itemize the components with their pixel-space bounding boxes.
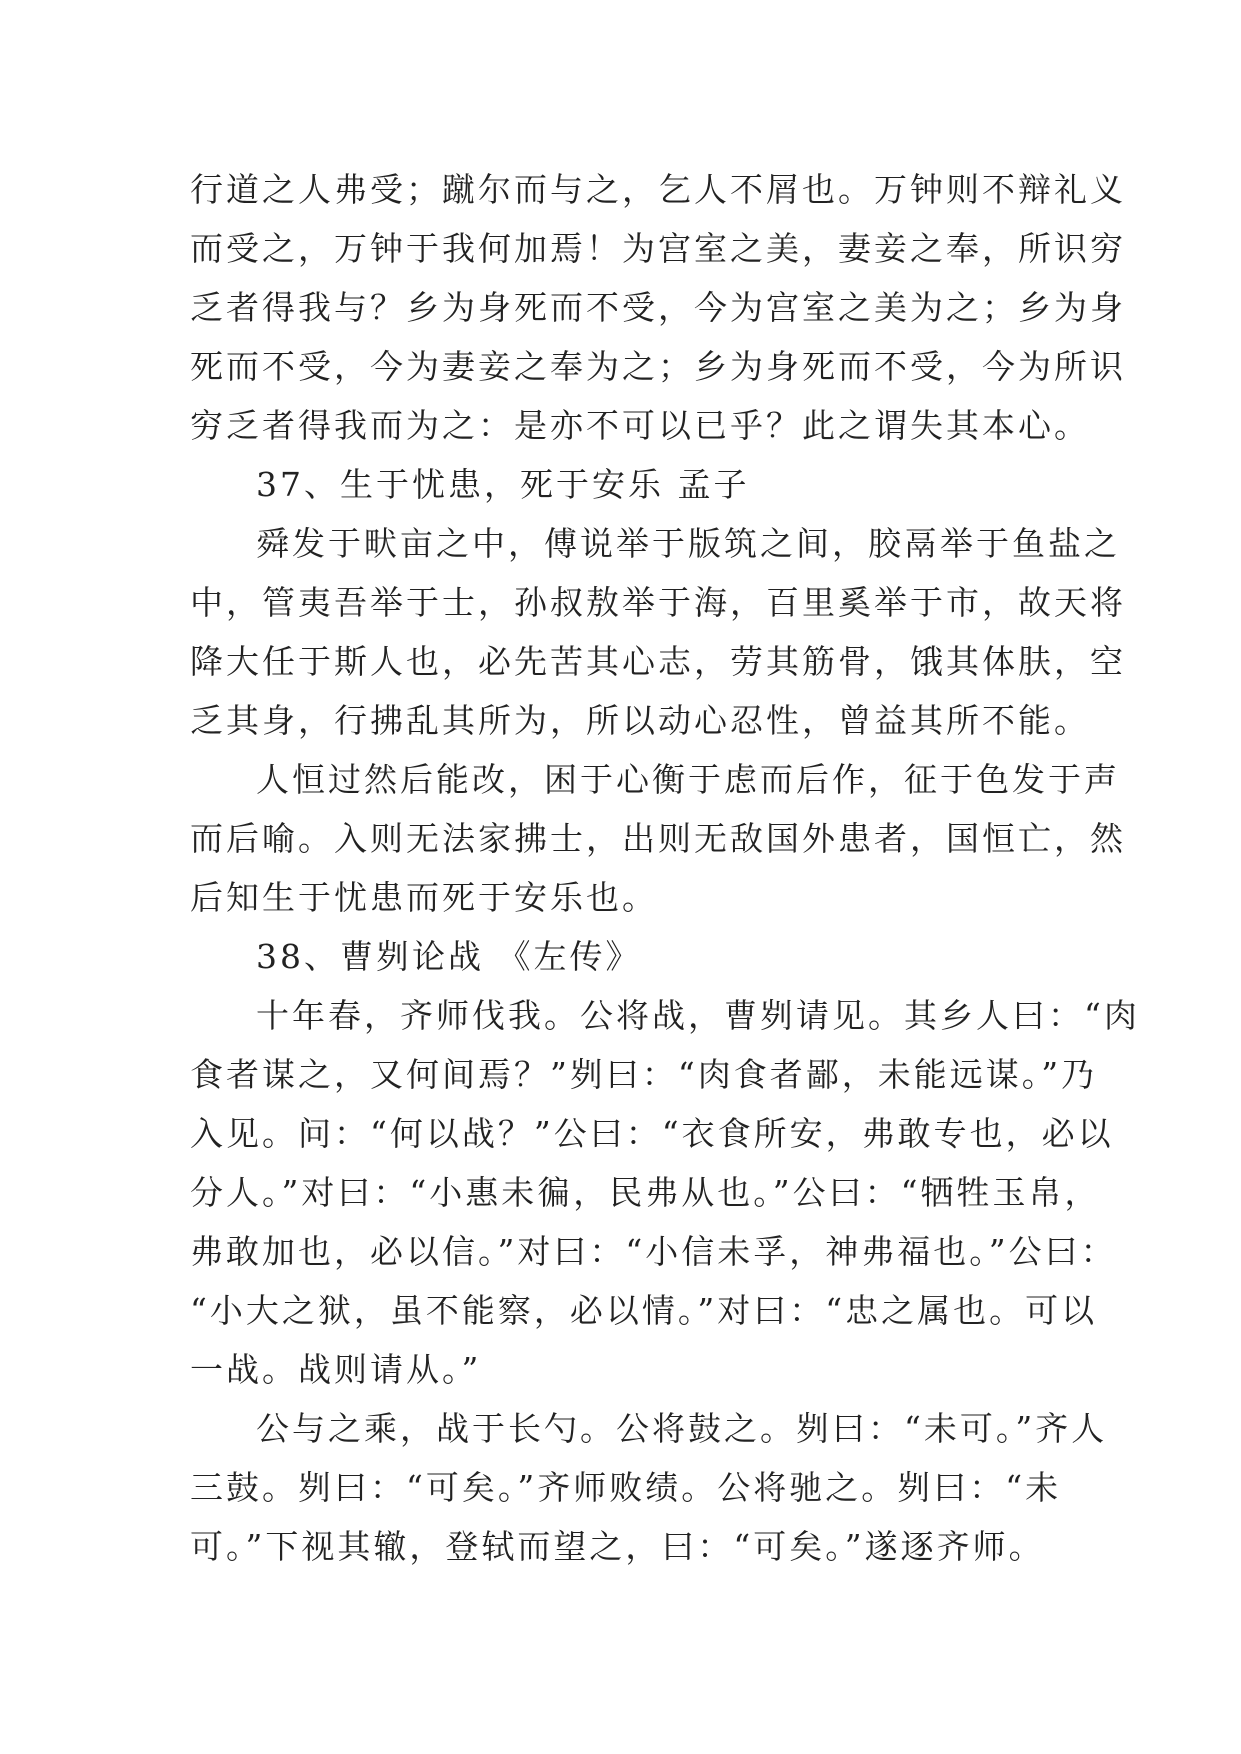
text-line-18: 分人。”对曰：“小惠未徧，民弗从也。”公曰：“牺牲玉帛， <box>190 1173 1101 1212</box>
text-line-22: 公与之乘，战于长勺。公将鼓之。刿曰：“未可。”齐人 <box>256 1409 1108 1448</box>
text-line-4: 死而不受，今为妻妾之奉为之；乡为身死而不受，今为所识 <box>190 347 1126 386</box>
section-heading-38: 38、曹刿论战 《左传》 <box>256 937 642 976</box>
text-line-3: 乏者得我与？乡为身死而不受，今为宫室之美为之；乡为身 <box>190 288 1126 327</box>
text-line-19: 弗敢加也，必以信。”对曰：“小信未孚，神弗福也。”公曰： <box>190 1232 1117 1271</box>
text-line-11: 人恒过然后能改，困于心衡于虑而后作，征于色发于声 <box>256 760 1120 799</box>
text-line-21: 一战。战则请从。” <box>190 1350 482 1389</box>
section-heading-37: 37、生于忧患，死于安乐 孟子 <box>256 465 750 504</box>
text-line-10: 乏其身，行拂乱其所为，所以动心忍性，曾益其所不能。 <box>190 701 1090 740</box>
text-line-9: 降大任于斯人也，必先苦其心志，劳其筋骨，饿其体肤，空 <box>190 642 1126 681</box>
text-line-15: 十年春，齐师伐我。公将战，曹刿请见。其乡人曰：“肉 <box>256 996 1140 1035</box>
text-line-12: 而后喻。入则无法家拂士，出则无敌国外患者，国恒亡，然 <box>190 819 1126 858</box>
text-line-20: “小大之狱，虽不能察，必以情。”对曰：“忠之属也。可以 <box>190 1291 1098 1330</box>
text-line-16: 食者谋之，又何间焉？”刿曰：“肉食者鄙，未能远谋。”乃 <box>190 1055 1098 1094</box>
text-line-23: 三鼓。刿曰：“可矣。”齐师败绩。公将驰之。刿曰：“未 <box>190 1468 1062 1507</box>
text-line-17: 入见。问：“何以战？”公曰：“衣食所安，弗敢专也，必以 <box>190 1114 1114 1153</box>
text-line-5: 穷乏者得我而为之：是亦不可以已乎？此之谓失其本心。 <box>190 406 1090 445</box>
text-line-24: 可。”下视其辙，登轼而望之，曰：“可矣。”遂逐齐师。 <box>190 1527 1045 1566</box>
text-line-1: 行道之人弗受；蹴尔而与之，乞人不屑也。万钟则不辩礼义 <box>190 170 1126 209</box>
text-line-13: 后知生于忧患而死于安乐也。 <box>190 878 658 917</box>
text-line-7: 舜发于畎亩之中，傅说举于版筑之间，胶鬲举于鱼盐之 <box>256 524 1120 563</box>
text-line-2: 而受之，万钟于我何加焉！为宫室之美，妻妾之奉，所识穷 <box>190 229 1126 268</box>
text-line-8: 中，管夷吾举于士，孙叔敖举于海，百里奚举于市，故天将 <box>190 583 1126 622</box>
document-text-body <box>190 160 1140 1576</box>
